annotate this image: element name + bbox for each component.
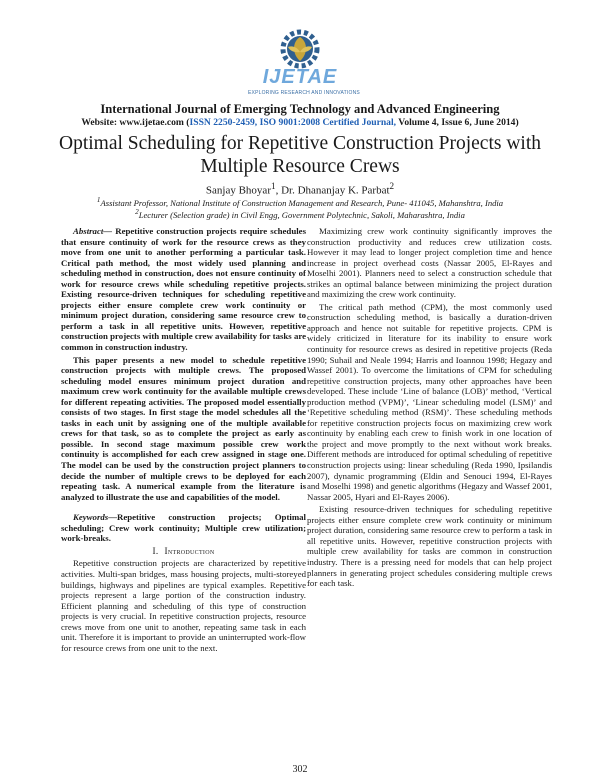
section-title: Introduction: [164, 545, 215, 556]
affiliation-1-text: Assistant Professor, National Institute of Construction Management and Research, Pune- 411045, Mahanshtra, India: [100, 197, 504, 208]
keywords-label: Keywords—: [73, 512, 117, 523]
author-1-sup: 1: [270, 181, 276, 191]
logo-wordmark: IJETAE: [262, 66, 338, 88]
logo-tagline: EXPLORING RESEARCH AND INNOVATIONS: [248, 90, 360, 96]
authors-line: [0, 181, 600, 197]
abstract-label: Abstract—: [73, 226, 113, 236]
abstract-paragraph-1: [61, 226, 306, 353]
left-column: [61, 226, 306, 653]
website-text: Website: www.ijetae.com (: [81, 117, 190, 128]
keywords: [61, 512, 306, 544]
journal-logo: [248, 28, 360, 98]
section-number: I.: [152, 545, 159, 556]
section-heading: [61, 546, 306, 557]
abstract-text-1: Repetitive construction projects require schedules that ensure continuity of work for the resource crews as they move from one unit to another performing a particular task. Critical path method, the most widely used planning and scheduling method in construction, does not ensure continuity of work for resource crews while scheduling repetitive projects. Existing resource-driven techniques for scheduling repetitive projects either ensure complete crew work continuity or minimum project duration, considering same resource crew to perform a task in all repetitive units. However, repetitive construction projects with multiple crew availability for tasks are common in construction industry.: [61, 226, 306, 353]
right-paragraph-3: Existing resource-driven techniques for scheduling repetitive projects either ensure complete crew work continuity or minimum project duration, considering same resource crew to perform a task in all repetitive units. However, repetitive construction projects with multiple crew availability for tasks are common in construction industry. There is a pressing need for models that can help project planners in generating project schedules considering multiple crews for each task.: [307, 504, 552, 589]
intro-paragraph-1: Repetitive construction projects are characterized by repetitive activities. Multi-span bridges, mass housing projects, multi-storeyed buildings, highways and pipelines are typical examples. Repetitive projects represent a large portion of the construction industry. Efficient planning and scheduling of this type of construction projects is very crucial. In repetitive construction projects, resource crews move from one unit to another, repeating same task in each unit. Therefore it is important to provide an uninterrupted work-flow for resource crews from one unit to the next.: [61, 558, 306, 653]
abstract: [61, 226, 306, 502]
affiliation-2-sup: 2: [135, 208, 139, 216]
right-column: [307, 226, 552, 589]
keywords-text: Repetitive construction projects; Optimal scheduling; Crew work continuity; Multiple crew utilization; work-breaks.: [61, 512, 306, 544]
right-paragraph-1: Maximizing crew work continuity significantly improves the construction productivity and reduces crew utilization costs. However it may lead to longer project completion time and hence increase in project overhead costs (Nassar 2005, El-Rayes and Moselhi 2001). Planners need to select a construction schedule that strikes an optimal balance between minimizing the project duration and maximizing the crew work continuity.: [307, 226, 552, 300]
affiliation-2: [0, 208, 600, 220]
author-2-sup: 2: [389, 181, 395, 191]
gear-leaf-icon: [258, 28, 342, 70]
affiliation-2-text: Lecturer (Selection grade) in Civil Engg, Government Polytechnic, Sakoli, Maharashtra, India: [138, 209, 465, 220]
paper-title: Optimal Scheduling for Repetitive Construction Projects with Multiple Resource Crews: [58, 133, 541, 177]
abstract-paragraph-2: This paper presents a new model to schedule repetitive construction projects with multiple crews. The proposed scheduling model ensures minimum project duration and maximum crew work continuity for the available multiple crews for different repeating activities. The proposed model essentially consists of two stages. In first stage the model schedules all the tasks in each unit by assigning one of the multiple available crews for that task, so as to complete the project as early as possible. In second stage maximum possible crew work continuity is accomplished for each crew assigned in stage one. The model can be used by the construction project planners to decide the number of multiple crews to be deployed for each repeating task. A numerical example from the literature is analyzed to illustrate the use and capabilities of the model.: [61, 354, 306, 502]
affiliation-1-sup: 1: [96, 196, 101, 204]
right-paragraph-2: The critical path method (CPM), the most commonly used construction scheduling method, is basically a duration-driven approach and hence not suitable for repetitive projects. CPM is widely criticized in literature for its inability to ensure work continuity for resource crews as desired in repetitive projects (Reda 1990; Suhail and Neale 1994; Harris and Ioannou 1998; Hegazy and Wassef 2001). To overcome the limitations of CPM for scheduling repetitive construction projects, many other approaches have been developed. These include ‘Line of balance (LOB)’ method, ‘Vertical production method (VPM)’, ‘Linear scheduling model (LSM)’ and ‘Repetitive scheduling method (RSM)’. These scheduling methods for repetitive construction projects focus on maximizing crew work continuity by enabling each crew to finish work in one location of the project and move promptly to the next without work breaks. Different methods are introduced for optimal scheduling of repetitive construction projects using: linear scheduling (Reda 1990, Ipsilandis 2007), dynamic programming (Eldin and Senouci 1994, El-Rayes and Moselhi 1998) and genetic algorithms (Hegazy and Wassef 2001, Nassar 2005, Hyari and El-Rayes 2006).: [307, 301, 552, 502]
journal-info: [0, 117, 600, 128]
affiliation-1: [0, 196, 600, 208]
author-1-name: Sanjay Bhoyar: [205, 184, 271, 197]
page-number: 302: [292, 764, 308, 775]
author-2-name: , Dr. Dhananjay K. Parbat: [275, 184, 390, 197]
journal-name: International Journal of Emerging Technology and Advanced Engineering: [100, 102, 500, 116]
volume-text: Volume 4, Issue 6, June 2014): [396, 117, 519, 128]
issn-link[interactable]: ISSN 2250-2459, ISO 9001:2008 Certified Journal,: [189, 117, 397, 128]
